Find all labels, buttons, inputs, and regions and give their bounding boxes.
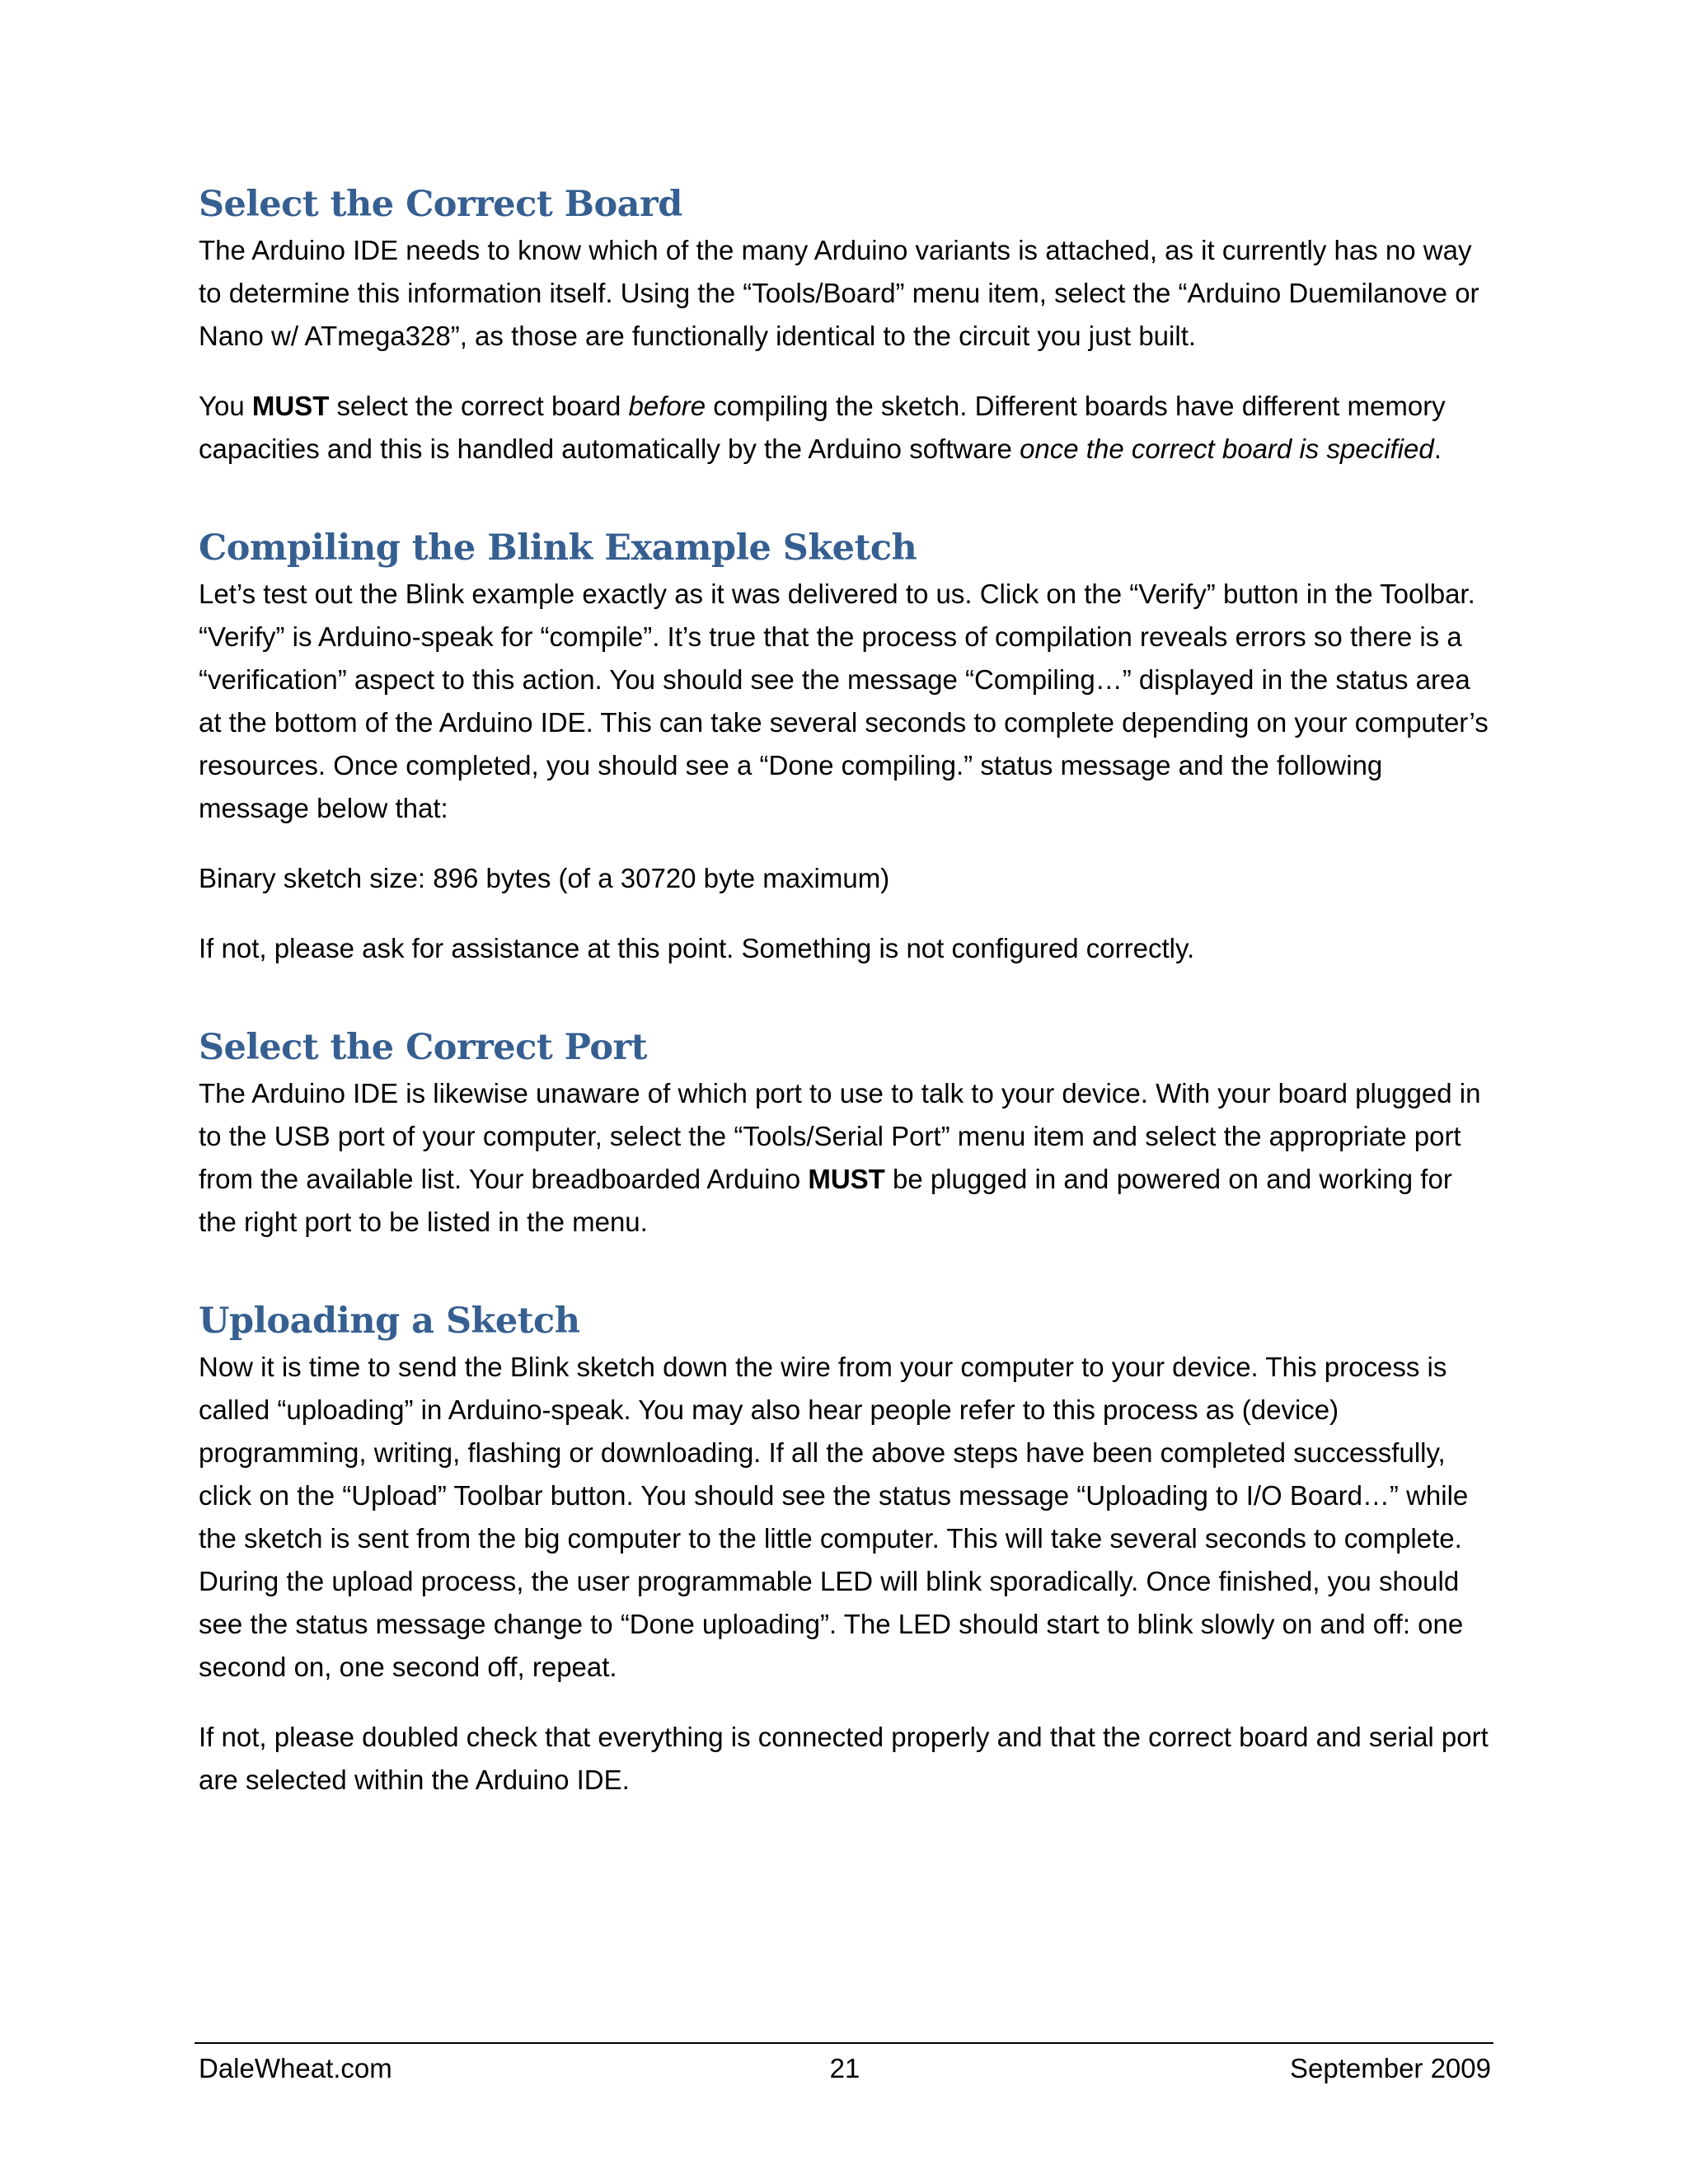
section-select-port bbox=[199, 1024, 1493, 1244]
section-heading: Select the Correct Board bbox=[199, 184, 682, 225]
paragraph: Now it is time to send the Blink sketch down the wire from your computer to your device. This process is called “uploading” in Arduino-speak. You may also hear people refer to this process as (device) programming, writing, flashing or downloading. If all the above steps have been completed successfully, click on the “Upload” Toolbar button. You should see the status message “Uploading to I/O Board…” while the sketch is sent from the big computer to the little computer. This will take several seconds to complete. During the upload process, the user programmable LED will blink sporadically. Once finished, you should see the status message change to “Done uploading”. The LED should start to blink slowly on and off: one second on, one second off, repeat. bbox=[199, 1352, 1469, 1682]
text-run: select the correct board bbox=[329, 391, 629, 421]
page-number: 21 bbox=[829, 2053, 860, 2083]
text-run: The Arduino IDE is likewise unaware of which port to use to talk to your device. With your board plugged in to the USB port of your computer, select the “Tools/Serial Port” menu item and select the appropriate port from the available list. Your breadboarded Arduino bbox=[199, 1078, 1481, 1194]
footer-date: September 2009 bbox=[1289, 2053, 1491, 2083]
emphasis-italic: once the correct board is specified bbox=[1020, 434, 1434, 464]
paragraph: Binary sketch size: 896 bytes (of a 30720 byte maximum) bbox=[199, 863, 890, 893]
section-compiling-blink bbox=[199, 525, 1493, 970]
text-run: compiling the sketch. Different boards have different memory capacities and this is handled automatically by the Arduino software bbox=[199, 391, 1446, 464]
text-run: . bbox=[1433, 434, 1442, 464]
paragraph bbox=[199, 1072, 1493, 1244]
paragraph: If not, please doubled check that everything is connected properly and that the correct board and serial port are selected within the Arduino IDE. bbox=[199, 1722, 1489, 1795]
section-heading: Select the Correct Port bbox=[199, 1027, 648, 1068]
section-select-board bbox=[199, 181, 1493, 471]
paragraph bbox=[199, 385, 1493, 471]
emphasis-bold: MUST bbox=[808, 1164, 885, 1194]
section-heading: Compiling the Blink Example Sketch bbox=[199, 527, 917, 569]
paragraph: The Arduino IDE needs to know which of the many Arduino variants is attached, as it currently has no way to determine this information itself. Using the “Tools/Board” menu item, select the “Arduino Duemilanove or Nano w/ ATmega328”, as those are functionally identical to the circuit you just built. bbox=[199, 235, 1479, 351]
text-run: You bbox=[199, 391, 252, 421]
paragraph: Let’s test out the Blink example exactly as it was delivered to us. Click on the “Verify” button in the Toolbar. “Verify” is Arduino-speak for “compile”. It’s true that the process of compilation reveals errors so there is a “verification” aspect to this action. You should see the message “Compiling…” displayed in the status area at the bottom of the Arduino IDE. This can take several seconds to complete depending on your computer’s resources. Once completed, you should see a “Done compiling.” status message and the following message below that: bbox=[199, 579, 1489, 823]
section-uploading-sketch bbox=[199, 1298, 1493, 1802]
text-run: be plugged in and powered on and working for the right port to be listed in the menu. bbox=[199, 1164, 1452, 1237]
section-heading: Uploading a Sketch bbox=[199, 1301, 580, 1342]
page-footer bbox=[195, 2042, 1493, 2087]
paragraph: If not, please ask for assistance at this point. Something is not configured correctly. bbox=[199, 933, 1195, 963]
page-content bbox=[199, 181, 1493, 1802]
emphasis-bold: MUST bbox=[251, 391, 330, 421]
footer-website: DaleWheat.com bbox=[199, 2053, 392, 2083]
emphasis-italic: before bbox=[628, 391, 706, 421]
